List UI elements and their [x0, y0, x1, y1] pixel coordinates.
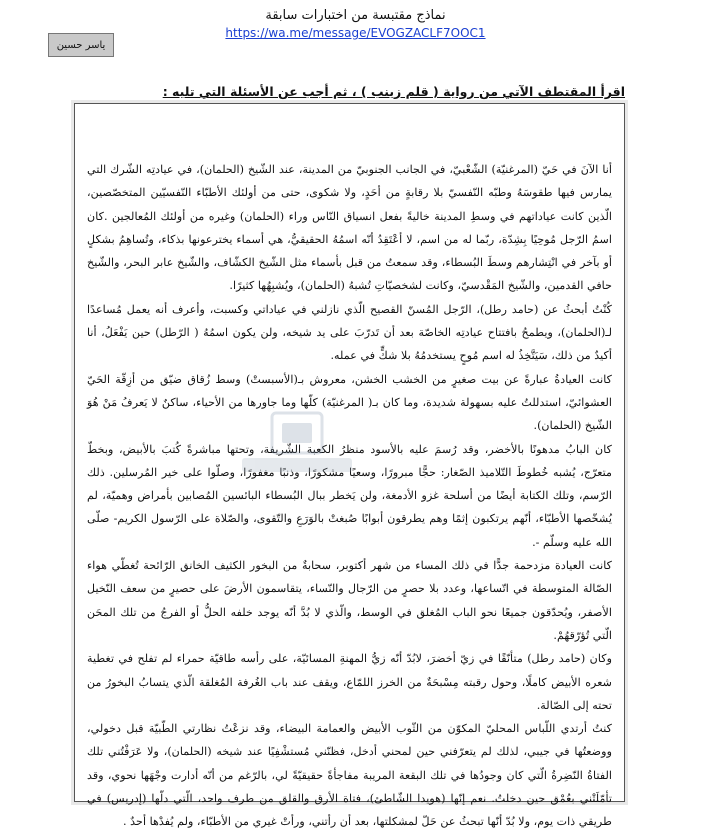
passage-paragraph: كانت العيادةُ عبارةً عن بيت صغيرٍ من الخشب الخشن، معروش بـ(الأسبستْ) وسط زُقاق ضيّق من أزِقّة الحَيّ العشوائيّ، استدللتُ عليه بسهولة شديدة، وما كان بـ( المرغنيّة) كلّها وما جاورها من الأحياء، ساكنٌ لا يَعرفُ مَنْ هُوَ الشّيخ (الحلمان).: [87, 372, 612, 433]
page-title: نماذج مقتبسة من اختبارات سابقة: [265, 8, 446, 23]
passage-paragraph: كنتُ أرتدي اللّباس المحليّ المكوّن من الثّوب الأبيض والعمامة البيضاء، وقد نزعْتُ نظارتي الطّبيّة قبل دخولي، ووضعتُها في جيبي، لذلك لم يتعرّفني حين لمحني أدخل، فظنّني مُستشْفِيًا عند شيخه (الحلمان)، ولا عَرَفْتُني تلك الفتاةُ النّضِرةُ الّتي كان وجودُها في تلك البقعة المريبة مفاجأةً حقيقيّةً لي، بالرّغم من أنّه أدارت وجْهَها نحوي، وقد تأمّلَتْني بعُمْق حين دخلتُ. نعم إنّها (هويدا الشّاطئ)، فتاة الأرق والقلق من طرف واحد، الّتي دلّها (إدريس) في طريقي ذات يوم، ولا بُدّ أنّها تبحثُ عن حَلّ لمشكلتها، بعد أن رأتني، ورأتْ غيري من الأطبّاء، ولم يُفدْها أحدٌ .: [87, 722, 612, 829]
author-badge: ياسر حسين: [48, 33, 114, 57]
passage-paragraph: كانت العيادة مزدحمة جدًّا في ذلك المساء من شهر أكتوبر، سحابةٌ من البخور الكثيف الخانق الرّائحة تُغطّي هواء الصّالة المتوسطة في اتّساعها، وعدد بلا حصرٍ من الرّجال والنّساء، يتقاسمون الأرضَ على حصيرٍ من سعف النّخيل الأصفر، ويُحدّقون جميعًا نحو الباب المُغلق في الوسط، والّذي لا بُدَّ أنّه يوجد خلفه الحلُّ أو الفرجُ من تلك المحَن الّتي تُؤرّقهُمْ.: [87, 559, 612, 642]
passage-frame: [74, 103, 625, 829]
passage-paragraph: وكان (حامد رطل) متأنّقًا في زيّ أخضرَ، لابُدّ أنّه زيُّ المهنةِ المسائيّة، على رأسه طاقيّة حمراء لم تفلح في تغطية شعره الأبيض كاملًا، وحول رقبته مِسْبحَةٌ من الخرز اللمّاع، ويقف عند باب الغُرفة المُغلقة الّذي يتسابُ البخورُ من تحته إلى الصّالة.: [87, 652, 612, 712]
passage-paragraph: كان البابُ مدهونًا بالأخضر، وقد رُسمَ عليه بالأسود منظرُ الكعبة الشّريفة، وتحتها مباشرةً كُتبَ بالأبيض، وبخطّ متعرّج، يُشبه خُطوطَ التّلاميذ الصّغار: حجًّا مبرورًا، وسعيًا مشكورًا، وذنبًا مغفورًا، وصلّوا على خير المُرسلين. ذلك الرّسم، وتلك الكتابة أيضًا من أسلحة غزو الأدمغة، ولن يَخطر ببال البُسطاء البائسين المُصابين بأمراض وهميّة، لم يُشخّصها الأطبّاء، أنّهم يرتكبون إثمًا وهم يطرقون أبوابًا صُبغتْ بالوَرَعِ والتّقوى، والصّلاة على الرّسول الكريم- صلّى الله عليه وسلّم -.: [87, 442, 612, 549]
passage-text: [75, 104, 624, 834]
instruction-heading: اقرأ المقتطف الآتي من رواية ( قلم زينب ) ، ثم أجب عن الأسئلة التي تليه :: [162, 84, 625, 99]
passage-paragraph: أنا الآنَ في حَيّ (المرغنيّة) الشّعْبيّ، في الجانب الجنوبيّ من المدينة، عند الشّيخ (الحلمان)، في عيادتِه الشّرك التي يمارس فيها طقوسَهُ وطبّه النّفسيّ بلا رقابةٍ من أحَدٍ، ولا شكوى، حتى من أولئك الأطبّاء النّفسيّين المتخصّصين، الّذين كانت عياداتهم في وسطِ المدينة خاليةً بفعل انسياق النّاس وراء (الحلمان) وغيره من أولئك المُعالجين .كان اسمُ الرّجل مُوحِيًا بِشِدّة، ربّما له من اسم، لا أعْتَقِدُ أنّه اسمُهُ الحقيقيُّ، هي أسماء يخترعونها بذكاء، وتُساهِمُ بشكلٍ أو بآخر في انْتِشارهم وسطَ البُسطاء، وقد سمعتُ من قبل بأسماء مثل الشّيخ الكشّاف، والشّيخ عابر البحر، والشّيخ حافي القدمين، والشّيخ المَقْدسيّ، وكانت لشخصيّاتِ تُشبهُ (الحلمان)، ويُشبِهُها كثيرًا.: [87, 163, 612, 293]
passage-paragraph: كُنْتُ أبحثُ عن (حامد رطل)، الرّجل المُسنّ القصيح الّذي نازلني في عياداتي وكسبت، وأعرف أنه يعمل مُساعدًا لـ(الحلمان)، ويطمحُ بافتتاح عيادتِه الخاصّة بعد أن تَدرّبَ على يد شيخه، ولن يكون اسمُهُ ( الرّطل) حين يَفْعَلُ، أنا أكيدٌ من ذلك، سَيَتَّخِذُ له اسم مُوحٍ يستخدمُهُ بلا شكٍّ في عمله.: [87, 302, 612, 363]
whatsapp-link[interactable]: https://wa.me/message/EVOGZACLF7OOC1: [225, 26, 486, 40]
